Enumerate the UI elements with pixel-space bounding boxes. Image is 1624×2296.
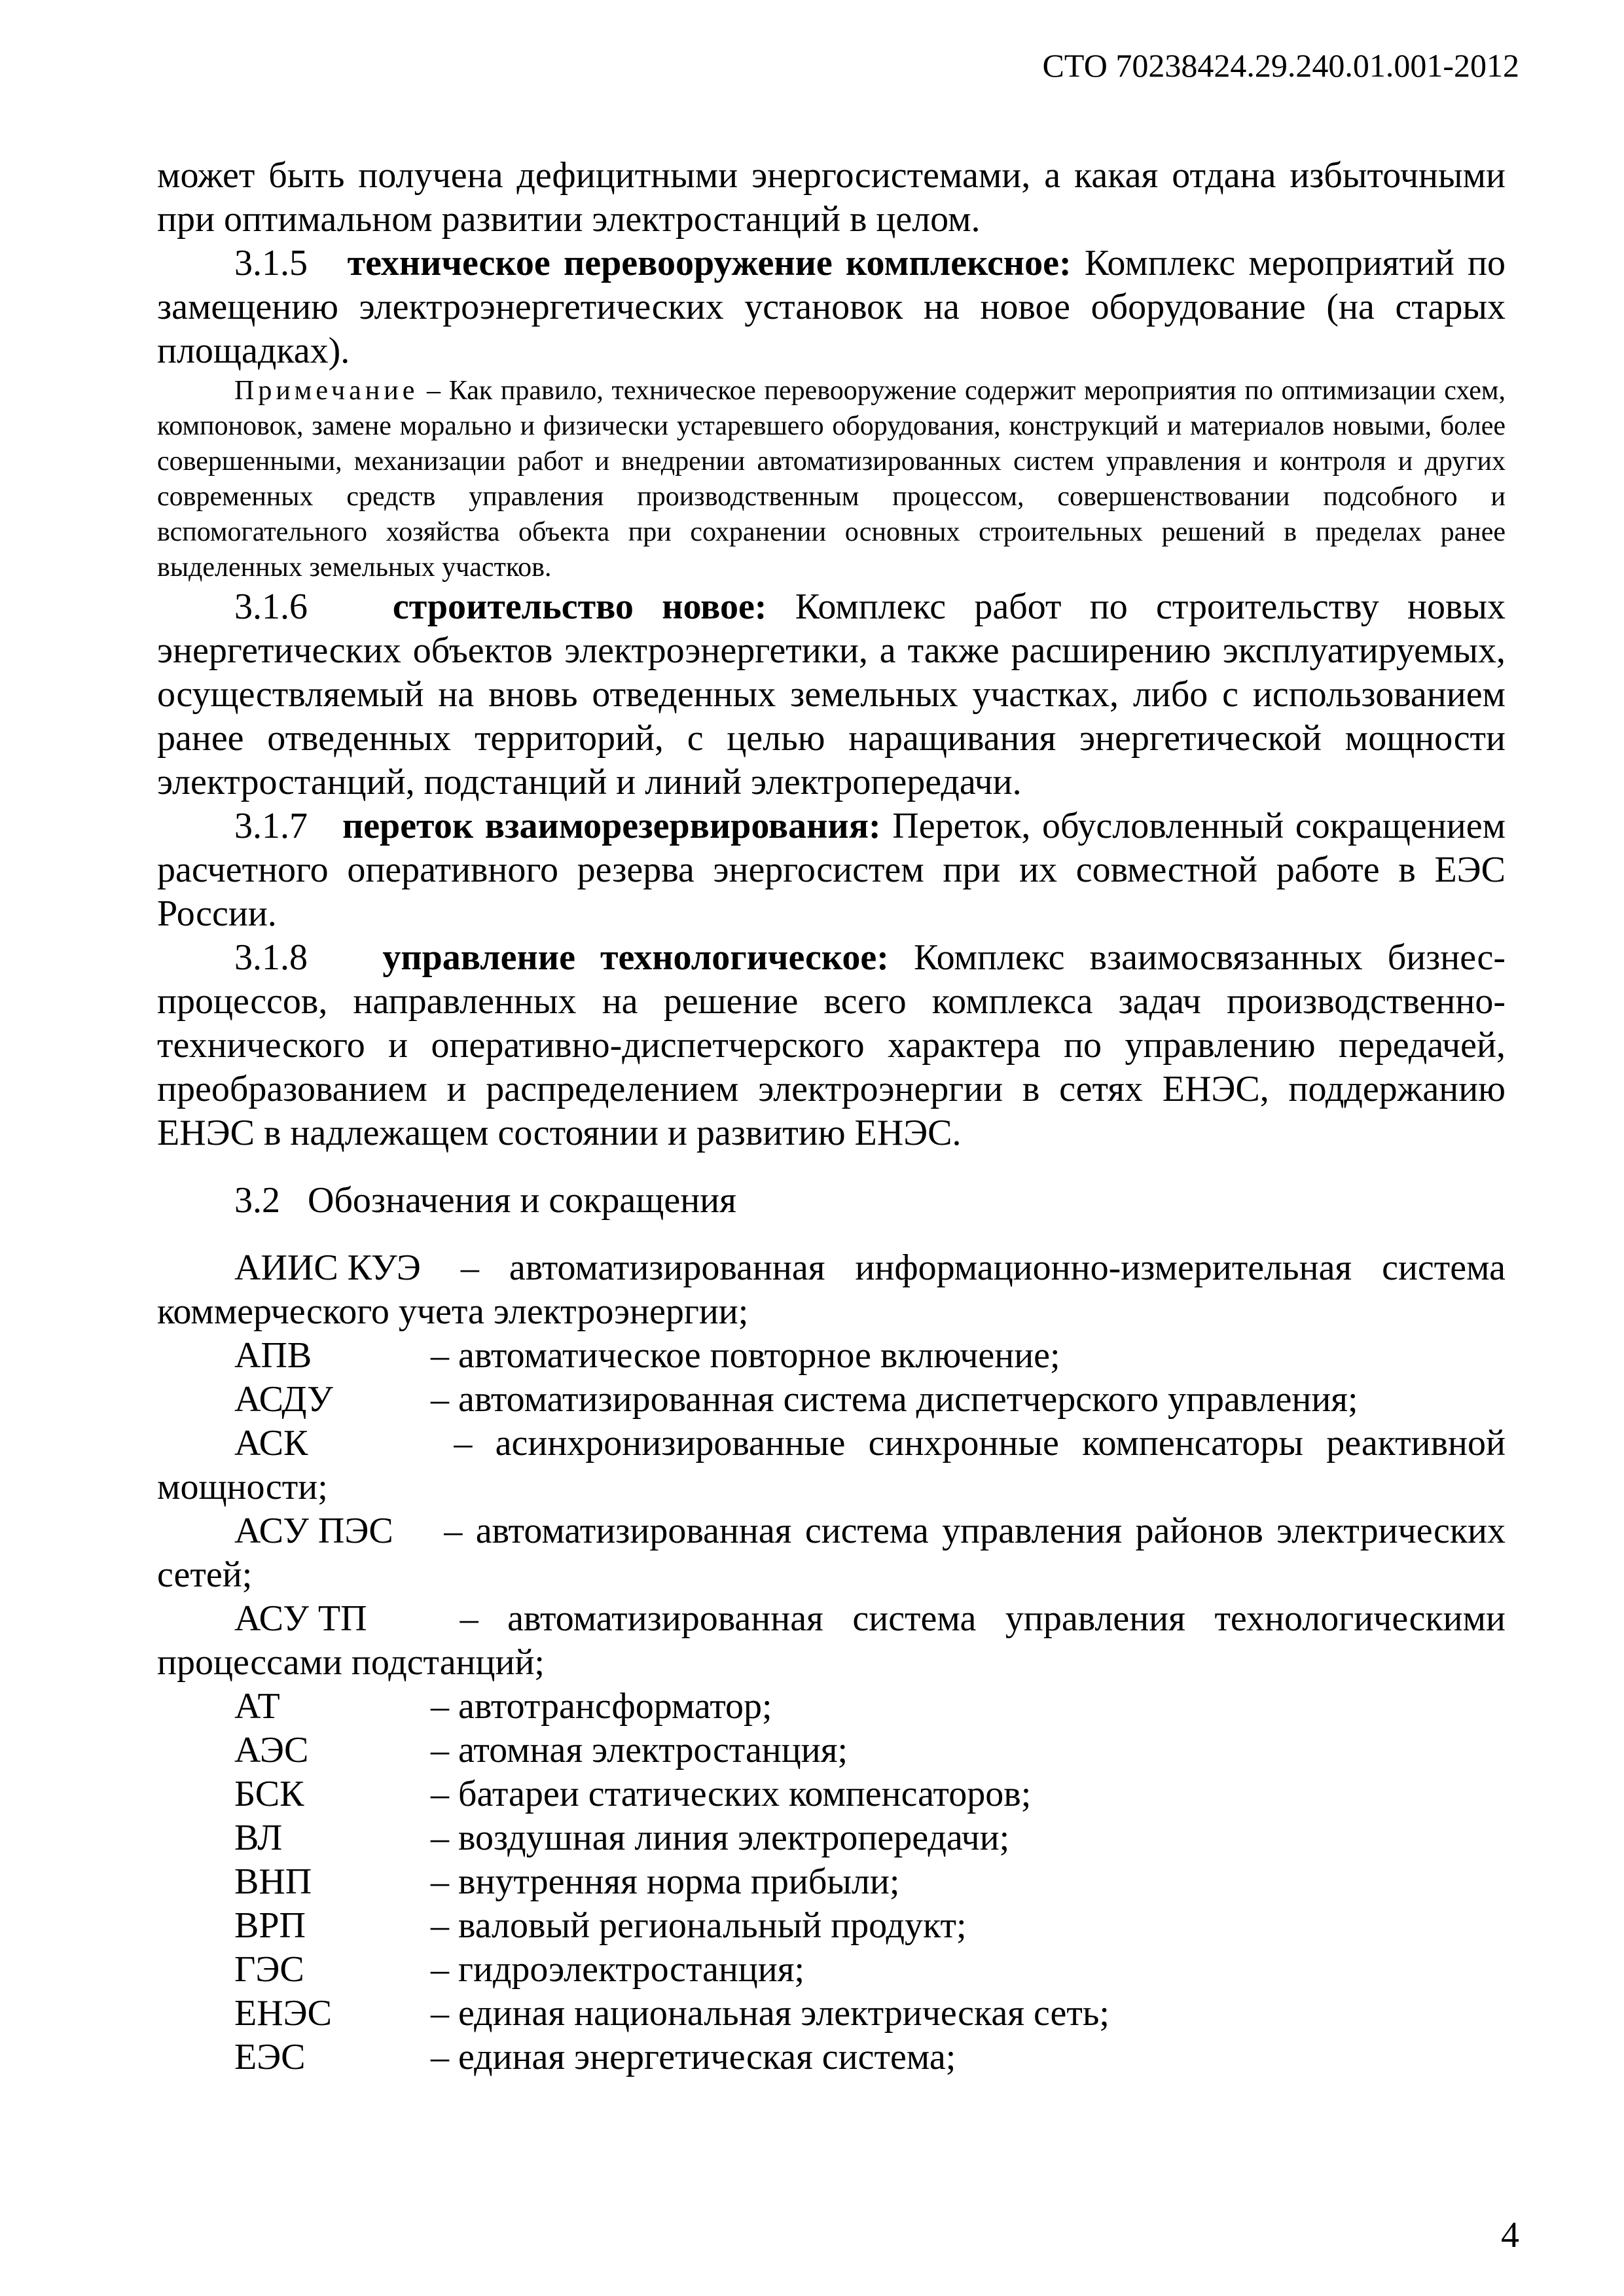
definition-3-1-8 [157,936,1506,1155]
abbreviation-text: – автоматизированная система управления технологическими процессами подстанций; [157,1598,1506,1683]
main-content [157,154,1506,2079]
definition-term: техническое перевооружение комплексное: [347,243,1072,283]
definition-term: управление технологическое: [382,937,889,978]
intro-paragraph: может быть получена дефицитными энергосистемами, а какая отдана избыточными при оптимальном развитии электростанций в целом. [157,155,1506,240]
abbreviation-text: – валовый региональный продукт; [431,1905,967,1946]
abbreviation-item [157,1772,1506,1816]
section-title: Обозначения и сокращения [308,1180,736,1221]
abbreviation-item [157,1597,1506,1685]
abbreviation-term: ЕНЭС [234,1993,332,2034]
note-label: Примечание [234,376,419,406]
definition-text: Переток, обусловленный сокращением расчетного оперативного резерва энергосистем при их совместной работе в ЕЭС России. [157,806,1506,934]
abbreviation-text: – батареи статических компенсаторов; [431,1774,1032,1814]
note-paragraph [157,373,1506,585]
abbreviation-term: АТ [234,1686,280,1727]
definition-text: Комплекс работ по строительству новых энергетических объектов электроэнергетики, а также расширению эксплуатируемых, осуществляемый на вновь отведенных земельных участках, либо с использованием ранее отведенных территорий, с целью наращивания энергетической мощности электростанций, подстанций и линий электропередачи. [157,586,1506,802]
abbreviation-text: – воздушная линия электропередачи; [431,1818,1010,1858]
abbreviation-item [157,1729,1506,1772]
definition-3-1-6 [157,585,1506,804]
definition-number: 3.1.7 [234,806,308,846]
definition-term: строительство новое: [392,586,767,627]
abbreviation-item [157,1246,1506,1334]
abbreviation-term: АСУ ТП [234,1598,367,1639]
definition-number: 3.1.5 [234,243,308,283]
abbreviation-text: – автоматизированная система управления районов электрических сетей; [157,1511,1506,1595]
abbreviation-item [157,1422,1506,1509]
abbreviation-text: – единая энергетическая система; [431,2037,956,2077]
abbreviation-text: – гидроэлектростанция; [431,1949,805,1990]
abbreviation-term: АЭС [234,1730,309,1770]
abbreviation-term: АСДУ [234,1379,333,1420]
abbreviation-item [157,1378,1506,1422]
definition-3-1-7 [157,804,1506,936]
abbreviation-term: ВРП [234,1905,306,1946]
abbreviation-item [157,1904,1506,1948]
definition-number: 3.1.8 [234,937,308,978]
section-heading [157,1179,1506,1223]
abbreviation-term: АИИС КУЭ [234,1247,421,1288]
abbreviation-text: – автоматизированная информационно-измерительная система коммерческого учета электроэнергии; [157,1247,1506,1332]
abbreviation-item [157,1816,1506,1860]
abbreviation-item [157,1860,1506,1904]
abbreviation-item [157,2036,1506,2079]
abbreviation-term: ВНП [234,1861,312,1902]
note-text: – Как правило, техническое перевооружение содержит мероприятия по оптимизации схем, компоновок, замене морально и физически устаревшего оборудования, конструкций и материалов новыми, более совершенными, механизации работ и внедрении автоматизированных систем управления и контроля и других современных средств управления производственным процессом, совершенствовании подсобного и вспомогательного хозяйства объекта при сохранении основных строительных решений в пределах ранее выделенных земельных участков. [157,376,1506,583]
section-number: 3.2 [234,1180,280,1221]
abbreviation-text: – внутренняя норма прибыли; [431,1861,900,1902]
abbreviation-term: БСК [234,1774,304,1814]
definition-text: Комплекс взаимосвязанных бизнес-процессов, направленных на решение всего комплекса задач производственно-технического и оперативно-диспетчерского характера по управлению передачей, преобразованием и распределением электроэнергии в сетях ЕНЭС, поддержанию ЕНЭС в надлежащем состоянии и развитию ЕНЭС. [157,937,1506,1153]
definition-text: Комплекс мероприятий по замещению электроэнергетических установок на новое оборудование (на старых площадках). [157,243,1506,371]
abbreviation-text: – автоматизированная система диспетчерского управления; [431,1379,1358,1420]
abbreviation-term: ГЭС [234,1949,304,1990]
abbreviation-term: ЕЭС [234,2037,306,2077]
abbreviation-text: – атомная электростанция; [431,1730,848,1770]
page-number: 4 [1501,2215,1519,2255]
definition-3-1-5 [157,242,1506,373]
abbreviation-item [157,1509,1506,1597]
definition-number: 3.1.6 [234,586,308,627]
definition-term: переток взаиморезервирования: [342,806,881,846]
abbreviation-text: – единая национальная электрическая сеть; [431,1993,1110,2034]
abbreviation-item [157,1992,1506,2036]
abbreviation-text: – автоматическое повторное включение; [431,1335,1060,1376]
abbreviation-item [157,1334,1506,1378]
abbreviation-item [157,1948,1506,1992]
document-code-header: СТО 70238424.29.240.01.001-2012 [1042,47,1519,84]
abbreviation-item [157,1685,1506,1729]
abbreviation-text: – автотрансформатор; [431,1686,772,1727]
abbreviation-text: – асинхронизированные синхронные компенсаторы реактивной мощности; [157,1423,1506,1507]
abbreviation-term: АПВ [234,1335,312,1376]
abbreviation-term: ВЛ [234,1818,283,1858]
abbreviation-term: АСК [234,1423,308,1463]
abbreviation-term: АСУ ПЭС [234,1511,393,1551]
